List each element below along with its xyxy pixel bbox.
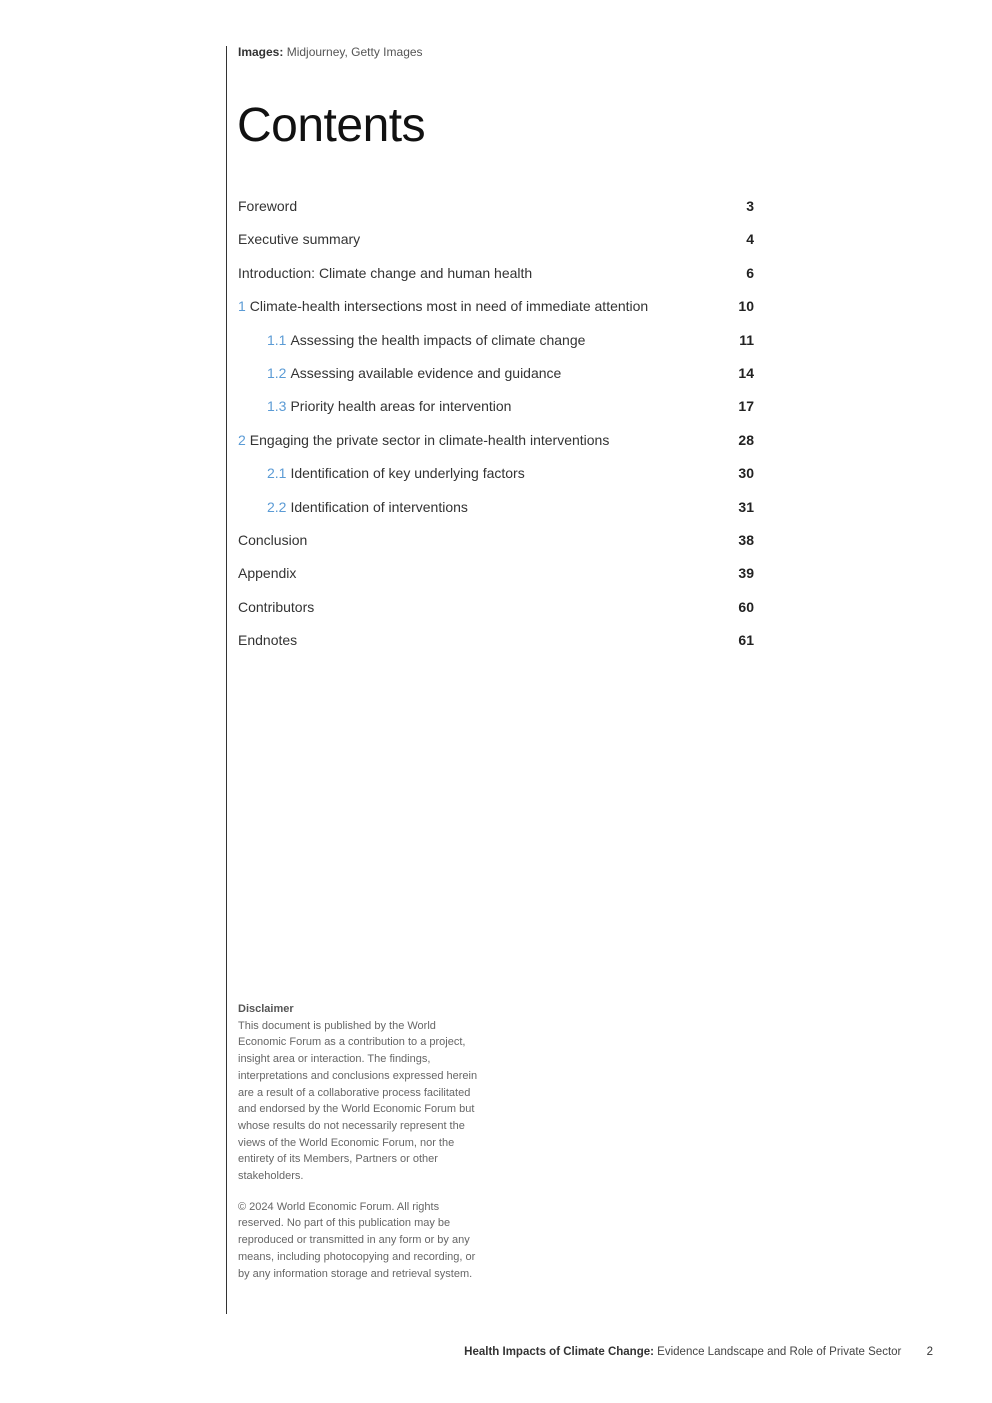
toc-entry-text: Appendix (238, 565, 297, 582)
toc-entry[interactable] (238, 628, 754, 661)
toc-page-number: 28 (738, 431, 754, 448)
margin-rule (226, 46, 227, 1314)
toc-entry-label (267, 394, 511, 418)
toc-entry-label (238, 528, 307, 552)
disclaimer-heading: Disclaimer (238, 1003, 294, 1015)
toc-entry-label (238, 294, 648, 318)
toc-entry[interactable] (238, 361, 754, 394)
toc-entry-text: Contributors (238, 598, 315, 615)
toc-entry-label (267, 461, 525, 485)
footer-report-title: Health Impacts of Climate Change: (464, 1346, 654, 1358)
toc-entry[interactable] (238, 495, 754, 528)
toc-entry-text: Priority health areas for intervention (290, 398, 512, 415)
toc-entry-text: Engaging the private sector in climate-health interventions (249, 431, 610, 448)
toc-section-number: 2.2 (267, 498, 287, 515)
toc-entry-text: Climate-health intersections most in need of immediate attention (249, 298, 649, 315)
toc-entry[interactable] (238, 561, 754, 594)
toc-page-number: 31 (738, 498, 754, 515)
toc-section-number: 1.3 (267, 398, 287, 415)
toc-page-number: 61 (738, 632, 754, 649)
toc-entry[interactable] (238, 428, 754, 461)
toc-page-number: 39 (738, 565, 754, 582)
page-title: Contents (237, 99, 426, 152)
toc-entry-label (267, 495, 468, 519)
toc-section-number: 1 (238, 298, 246, 315)
toc-entry-text: Executive summary (238, 231, 361, 248)
toc-entry-label (267, 361, 561, 385)
toc-section-number: 2 (238, 431, 246, 448)
toc-entry-label (238, 428, 609, 452)
toc-page-number: 30 (738, 465, 754, 482)
toc-entry-text: Introduction: Climate change and human health (238, 264, 533, 281)
toc-page-number: 6 (746, 264, 754, 281)
toc-entry[interactable] (238, 528, 754, 561)
toc-entry-text: Identification of interventions (290, 498, 468, 515)
toc-entry-label (238, 628, 297, 652)
image-credits-text: Midjourney, Getty Images (286, 45, 423, 59)
toc-entry-text: Endnotes (238, 632, 298, 649)
toc-section-number: 1.2 (267, 364, 287, 381)
toc-entry[interactable] (238, 595, 754, 628)
table-of-contents (238, 194, 754, 661)
toc-entry-text: Identification of key underlying factors (290, 465, 525, 482)
toc-entry[interactable] (238, 394, 754, 427)
toc-entry-label (267, 328, 585, 352)
toc-entry-text: Conclusion (238, 531, 308, 548)
toc-entry-label (238, 261, 532, 285)
copyright-notice: © 2024 World Economic Forum. All rights reserved. No part of this publication may be reproduced or transmitted in any form or by any means, including photocopying and recording, or by any information storage and retrieval system. (238, 1200, 476, 1280)
toc-entry[interactable] (238, 461, 754, 494)
toc-entry-label (238, 595, 314, 619)
image-credits-label: Images: (238, 45, 284, 59)
toc-section-number: 1.1 (267, 331, 287, 348)
toc-page-number: 17 (738, 398, 754, 415)
toc-entry-text: Foreword (238, 198, 298, 214)
toc-page-number: 14 (738, 364, 754, 381)
toc-entry-text: Assessing the health impacts of climate change (290, 331, 586, 348)
toc-page-number: 10 (738, 298, 754, 315)
footer-report-subtitle: Evidence Landscape and Role of Private Sector (657, 1346, 902, 1358)
toc-entry[interactable] (238, 294, 754, 327)
toc-entry-label (238, 194, 297, 218)
toc-page-number: 4 (746, 231, 754, 248)
disclaimer-body: This document is published by the World Economic Forum as a contribution to a project, insight area or interaction. The findings, interpretations and conclusions expressed herein are a result of a collaborative process facilitated and endorsed by the World Economic Forum but whose results do not necessarily represent the views of the World Economic Forum, nor the entirety of its Members, Partners or other stakeholders. (238, 1019, 478, 1183)
toc-page-number: 38 (738, 531, 754, 548)
toc-page-number: 11 (739, 331, 754, 348)
toc-entry-label (238, 227, 360, 251)
page-footer (464, 1346, 933, 1358)
image-credits (238, 45, 423, 59)
toc-entry[interactable] (238, 227, 754, 260)
toc-section-number: 2.1 (267, 465, 287, 482)
disclaimer (238, 1001, 478, 1282)
toc-page-number: 3 (746, 198, 754, 214)
toc-entry[interactable] (238, 194, 754, 227)
toc-entry-text: Assessing available evidence and guidance (290, 364, 562, 381)
toc-entry-label (238, 561, 296, 585)
toc-entry[interactable] (238, 261, 754, 294)
footer-page-number: 2 (926, 1346, 933, 1358)
toc-entry[interactable] (238, 328, 754, 361)
toc-page-number: 60 (738, 598, 754, 615)
